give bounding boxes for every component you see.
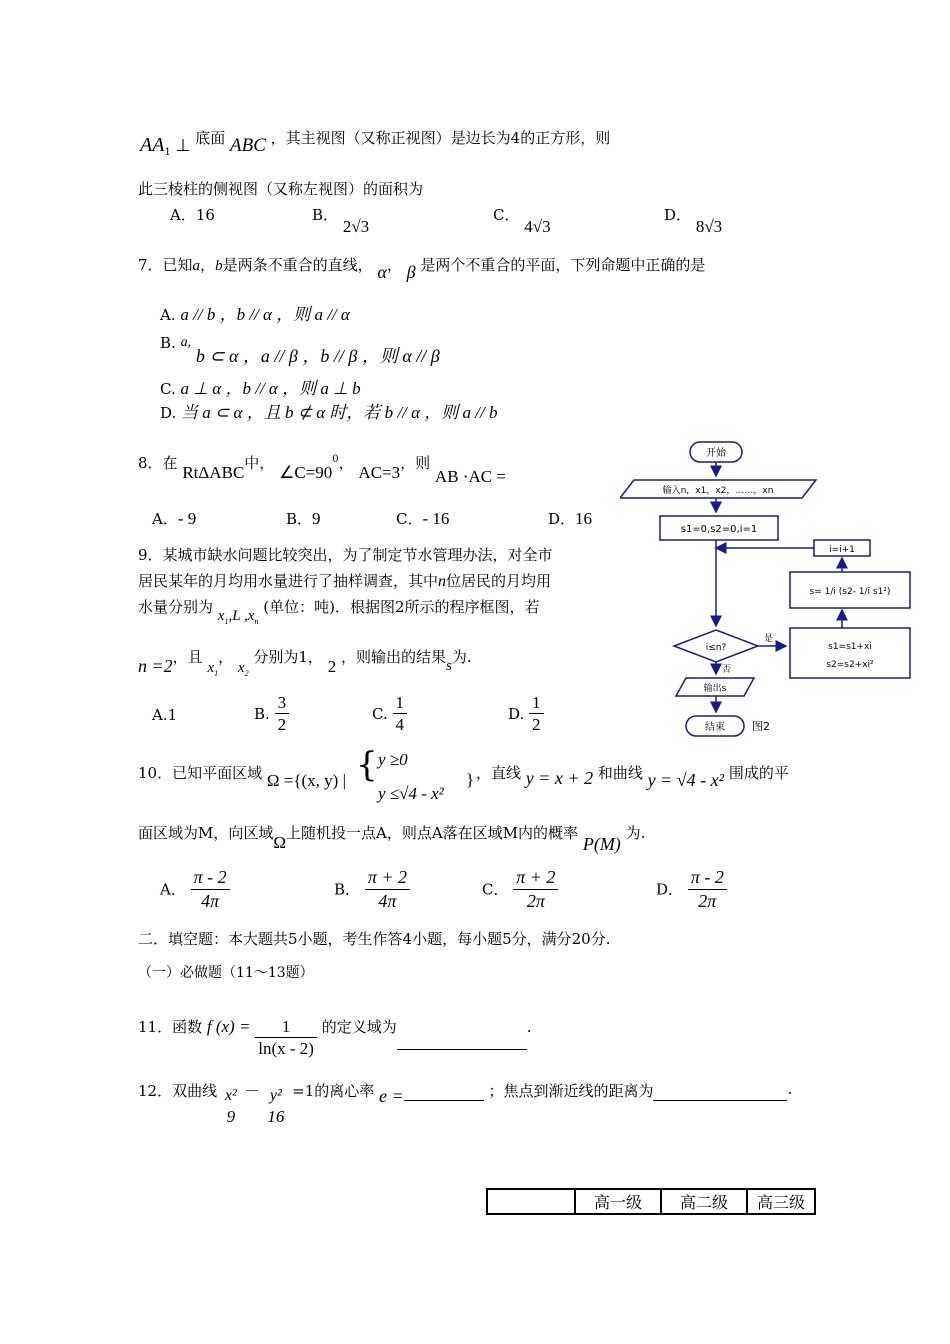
q7-option-c: C. a ⊥ α ，b // α ，则 a ⊥ b (160, 379, 361, 398)
q9-option-a: A.1 (152, 706, 178, 724)
q9-option-c: C. $\frac{1}{4}$ (372, 692, 407, 736)
grade-table (486, 1188, 816, 1215)
q10-stem: 10．已知平面区域 Ω ={(x, y) | (138, 764, 346, 790)
q8-option-b: B．9 (286, 509, 321, 528)
q12-eccentricity-blank[interactable] (404, 1080, 484, 1101)
flow-start-label: 开始 (706, 448, 726, 459)
q10-option-b: B． $\frac{\pi + 2}{4\pi}$ (334, 866, 410, 912)
q8-option-a: A．- 9 (152, 509, 197, 528)
q9-line1: 9．某城市缺水问题比较突出，为了制定节水管理办法，对全市 (138, 546, 553, 564)
flow-accumulate-label-1: s1=s1+xi (828, 642, 872, 652)
q7-option-d: D. 当 a ⊂ α ，且 b ⊄ α 时，若 b // α ，则 a // b (160, 403, 498, 422)
flow-accumulate-label-2: s2=s2+xi² (826, 660, 874, 670)
q10-option-a: A． $\frac{\pi - 2}{4\pi}$ (160, 866, 230, 912)
section2-title: 二．填空题：本大题共5小题，考生作答4小题，每小题5分，满分20分. (138, 930, 611, 948)
flow-output-label: 输出s (703, 684, 727, 694)
q12: 12．双曲线 x² 9 － y² 16 =1的离心率 e = ；焦点到渐近线的距离为 . (138, 1080, 793, 1126)
q7-stem: 7．已知a，b是两条不重合的直线， α， β 是两个不重合的平面，下列命题中正确的是 (138, 256, 706, 282)
flow-accumulate-node (790, 628, 910, 678)
q6-option-c: C． 4√3 (493, 206, 551, 236)
q9-line2: 居民某年的月均用水量进行了抽样调查，其中n位居民的月均用 (138, 572, 552, 590)
flow-increment-label: i=i+1 (829, 545, 855, 555)
q10-cond1: y ≥0 (378, 750, 408, 769)
grade-table-cell-grade1: 高一级 (575, 1189, 661, 1214)
q8-option-d: D．16 (548, 509, 593, 528)
q9-line3: 水量分别为 $x_1,L$ $,x_n$ (单位：吨)．根据图2所示的程序框图，若 (138, 598, 540, 626)
flow-init-label: s1=0,s2=0,i=1 (680, 524, 758, 535)
q8-stem: 8．在 RtΔABC中， $\angle C=90^0$， AC=3，则 AB ·AC = (138, 454, 506, 486)
flow-caption: 图2 (752, 720, 770, 733)
q10-brace: { (356, 745, 378, 785)
flow-no-label: 否 (722, 665, 732, 675)
q8-option-c: C．- 16 (396, 509, 450, 528)
q10-cond2: y ≤√4 - x² (378, 784, 444, 803)
q6-option-b: B． 2√3 (312, 206, 370, 236)
q10-close: } (466, 770, 475, 789)
flow-condition-label: i≤n? (705, 643, 727, 653)
flow-compute-label: s= 1/i (s2- 1/i s1²) (809, 587, 891, 597)
flow-yes-label: 是 (764, 634, 774, 644)
section2-subtitle: （一）必做题（11～13题） (138, 965, 314, 981)
grade-table-cell-grade2: 高二级 (661, 1189, 747, 1214)
q9-option-b: B. $\frac{3}{2}$ (254, 692, 289, 736)
q6-line2: 此三棱柱的侧视图（又称左视图）的面积为 (138, 180, 424, 198)
q6-option-d: D． 8√3 (664, 206, 723, 236)
grade-table-cell-empty (487, 1189, 575, 1214)
q9-line4: n =2，且 $x_1$， $x_2$ 分别为1， 2 ，则输出的结果s为. (138, 648, 472, 678)
flowchart-figure (620, 438, 920, 748)
q9-option-d: D. $\frac{1}{2}$ (508, 692, 544, 736)
q6-option-a: A．16 (170, 206, 215, 224)
q7-option-b: B. a, b ⊂ α ，a // β ，b // β ，则 α // β (160, 334, 440, 366)
q11-answer-blank[interactable] (397, 1033, 527, 1050)
grade-table-cell-grade3: 高三级 (747, 1189, 815, 1214)
q7-option-a: A. a // b ，b // α ，则 a // α (160, 305, 350, 324)
q12-distance-blank[interactable] (653, 1080, 787, 1101)
q6-line1: $AA_1$ ⊥ 底面 ABC ，其主视图（又称正视图）是边长为4的正方形，则 (140, 129, 611, 158)
q11: 11．函数 f (x) = $\frac{1}{\ln(x - 2)}$ 的定义域为 . (138, 1016, 532, 1059)
q10-option-c: C． $\frac{\pi + 2}{2\pi}$ (482, 866, 558, 912)
flow-end-label: 结束 (705, 722, 725, 733)
q10-line-curve: ，直线 y = x + 2 和曲线 y = √4 - x² 围成的平 (476, 764, 789, 790)
q10-line2: 面区域为M，向区域Ω上随机投一点A，则点A落在区域M内的概率 P(M) 为. (138, 824, 646, 854)
flow-input-label: 输入n，x1，x2，……，xn (662, 486, 774, 496)
q10-option-d: D． $\frac{\pi - 2}{2\pi}$ (656, 866, 727, 912)
